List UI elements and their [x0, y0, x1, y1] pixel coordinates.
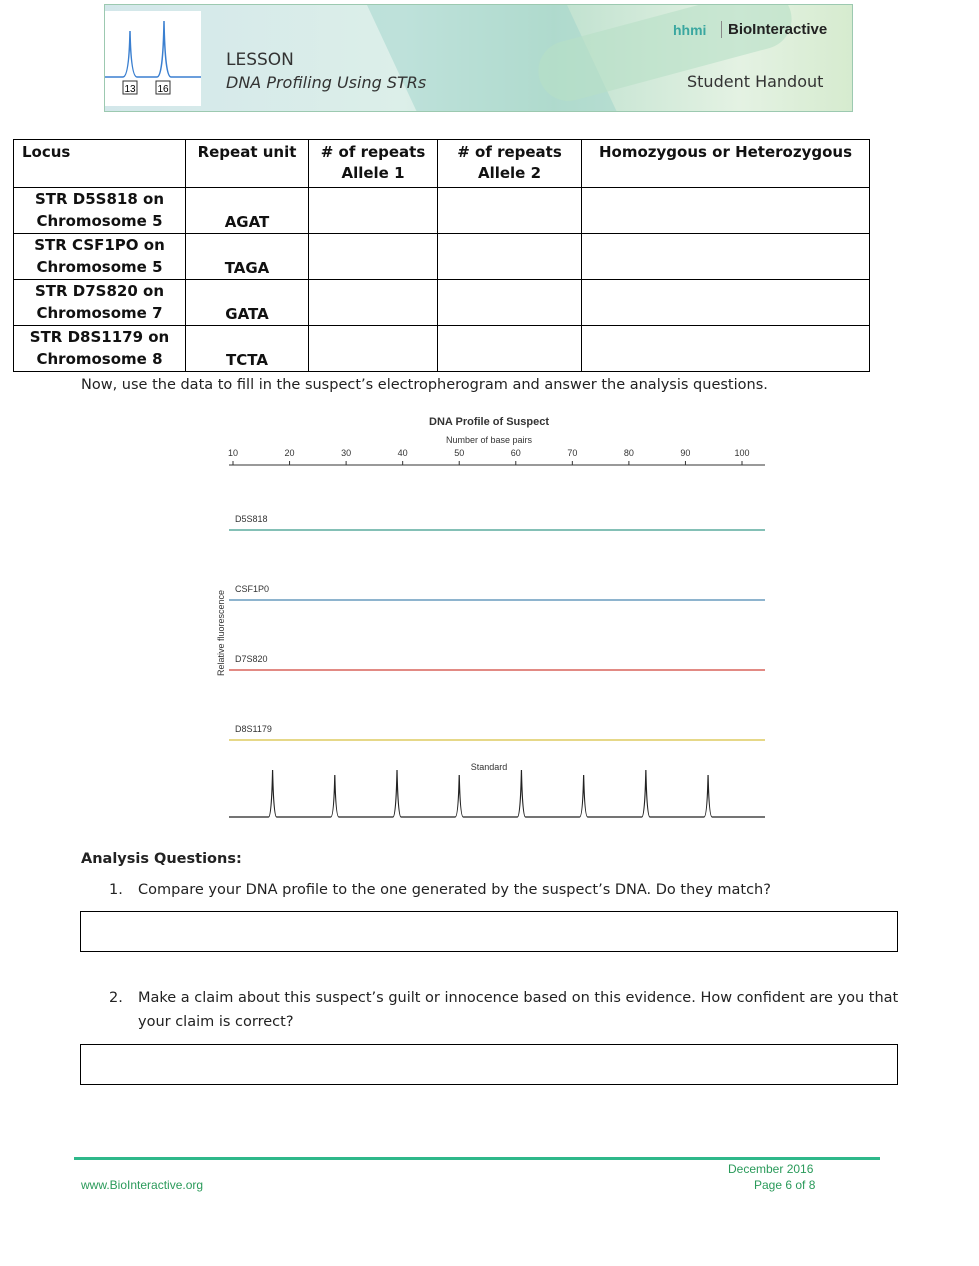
x-tick-label: 60 [510, 448, 521, 458]
svg-text:16: 16 [157, 84, 169, 95]
x-tick-label: 10 [227, 448, 239, 458]
series-label: D8S1179 [235, 724, 272, 734]
col-allele1: # of repeats Allele 1 [309, 140, 438, 188]
series-label: D7S820 [235, 654, 268, 664]
repeat-unit-cell: AGAT [186, 188, 309, 234]
x-tick-label: 90 [680, 448, 691, 458]
analysis-heading: Analysis Questions: [81, 851, 242, 867]
footer-divider [74, 1157, 880, 1160]
series-label: CSF1P0 [235, 584, 270, 594]
instruction-text: Now, use the data to fill in the suspect’s electropherogram and answer the analysis questions. [81, 377, 768, 393]
locus-cell: STR CSF1PO on Chromosome 5 [14, 234, 186, 280]
chart-title: DNA Profile of Suspect [429, 416, 549, 428]
biointeractive-logo: BioInteractive [721, 21, 827, 38]
lesson-label: LESSON [226, 50, 294, 70]
repeat-unit-cell: TCTA [186, 326, 309, 372]
col-allele2: # of repeats Allele 2 [438, 140, 582, 188]
locus-cell: STR D5S818 on Chromosome 5 [14, 188, 186, 234]
standard-label: Standard [470, 762, 508, 772]
y-axis-label: Relative fluorescence [216, 589, 226, 677]
x-tick-label: 100 [734, 448, 750, 458]
col-zygosity: Homozygous or Heterozygous [582, 140, 870, 188]
repeat-unit-cell: GATA [186, 280, 309, 326]
x-axis-label: Number of base pairs [445, 435, 533, 445]
q1-number: 1. [109, 882, 123, 898]
q2-text-line2: your claim is correct? [138, 1014, 294, 1030]
x-tick-label: 70 [567, 448, 578, 458]
x-tick-label: 30 [341, 448, 352, 458]
handout-label: Student Handout [687, 72, 824, 91]
standard-trace [229, 770, 765, 817]
x-tick-label: 50 [454, 448, 465, 458]
repeat-unit-cell: TAGA [186, 234, 309, 280]
locus-cell: STR D7S820 on Chromosome 7 [14, 280, 186, 326]
q2-number: 2. [109, 990, 123, 1006]
x-tick-label: 40 [397, 448, 408, 458]
locus-cell: STR D8S1179 on Chromosome 8 [14, 326, 186, 372]
q1-text: Compare your DNA profile to the one generated by the suspect’s DNA. Do they match? [138, 882, 771, 898]
hhmi-logo: hhmi [673, 22, 707, 38]
col-repeat-unit: Repeat unit [186, 140, 309, 188]
x-tick-label: 80 [623, 448, 634, 458]
lesson-title: DNA Profiling Using STRs [226, 73, 427, 92]
q2-answer-box[interactable] [80, 1044, 898, 1085]
x-tick-label: 20 [284, 448, 295, 458]
footer-date: December 2016 [728, 1162, 814, 1176]
svg-text:13: 13 [124, 84, 136, 95]
footer-url[interactable]: www.BioInteractive.org [81, 1178, 204, 1192]
q1-answer-box[interactable] [80, 911, 898, 952]
footer-page: Page 6 of 8 [754, 1178, 816, 1192]
series-label: D5S818 [235, 514, 268, 524]
col-locus: Locus [14, 140, 186, 188]
q2-text-line1: Make a claim about this suspect’s guilt or innocence based on this evidence. How confident are you that [138, 990, 899, 1006]
